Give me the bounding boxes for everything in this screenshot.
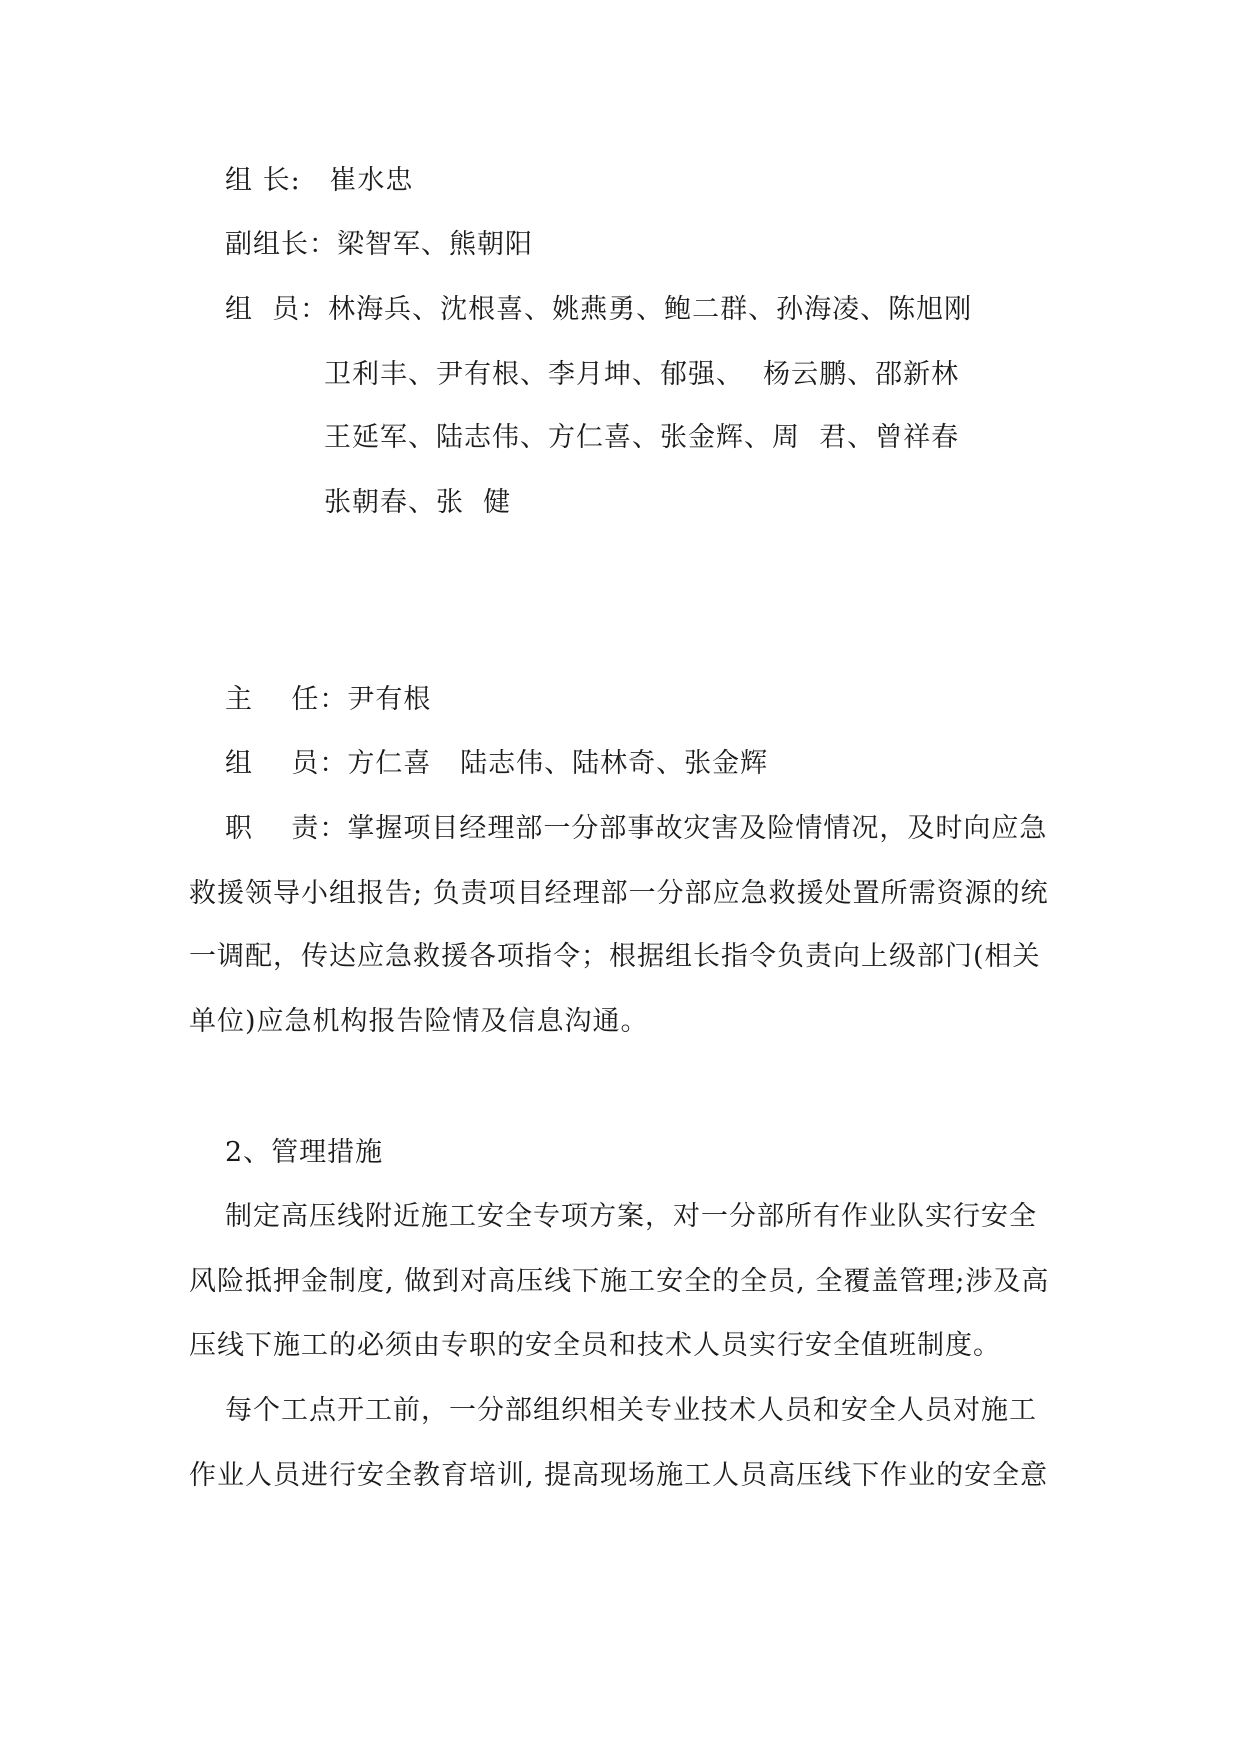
measures-para2-line-1: 每个工点开工前，一分部组织相关专业技术人员和安全人员对施工 [225, 1395, 1037, 1426]
team-leader-line: 组 长: 崔水忠 [225, 165, 414, 196]
team-members-line-3: 王延军、陆志伟、方仁喜、张金辉、周 君、曾祥春 [324, 422, 960, 453]
office-duties-line-4: 单位)应急机构报告险情及信息沟通。 [189, 1006, 649, 1037]
team-members-line-1: 组 员：林海兵、沈根喜、姚燕勇、鲍二群、孙海凌、陈旭刚 [225, 294, 973, 325]
measures-para2-line-2: 作业人员进行安全教育培训, 提高现场施工人员高压线下作业的安全意 [189, 1460, 1049, 1491]
team-members-line-4: 张朝春、张 健 [324, 487, 512, 518]
measures-heading: 2、管理措施 [225, 1137, 384, 1168]
team-members-line-2: 卫利丰、尹有根、李月坤、郁强、 杨云鹏、邵新林 [324, 359, 960, 390]
office-duties-line-2: 救援领导小组报告; 负责项目经理部一分部应急救援处置所需资源的统 [189, 878, 1049, 909]
office-duties-line-3: 一调配，传达应急救援各项指令；根据组长指令负责向上级部门(相关 [189, 941, 1041, 972]
office-director-line: 主 任：尹有根 [225, 684, 432, 715]
measures-para1-line-2: 风险抵押金制度, 做到对高压线下施工安全的全员, 全覆盖管理;涉及高 [189, 1266, 1050, 1297]
measures-para1-line-1: 制定高压线附近施工安全专项方案，对一分部所有作业队实行安全 [225, 1201, 1037, 1232]
team-deputy-leader-line: 副组长：梁智军、熊朝阳 [225, 229, 533, 260]
office-members-line: 组 员：方仁喜 陆志伟、陆林奇、张金辉 [225, 748, 769, 779]
measures-para1-line-3: 压线下施工的必须由专职的安全员和技术人员实行安全值班制度。 [189, 1330, 1001, 1361]
office-duties-line-1: 职 责：掌握项目经理部一分部事故灾害及险情情况，及时向应急 [225, 813, 1048, 844]
